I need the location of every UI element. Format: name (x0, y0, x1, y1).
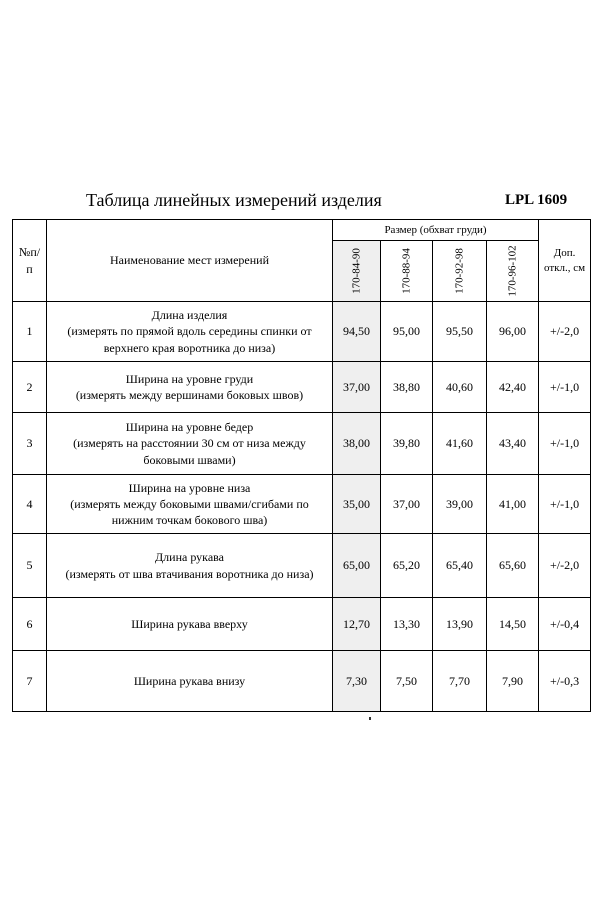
value-cell: 37,00 (381, 475, 433, 534)
value-cell: 35,00 (333, 475, 381, 534)
row-num: 5 (13, 534, 47, 598)
table-row (13, 302, 591, 362)
row-note-line1: (измерять между боковыми швами/сгибами по (70, 496, 309, 511)
row-name: Ширина на уровне бедер (125, 420, 254, 435)
value-cell: 96,00 (487, 302, 539, 362)
value-cell: 7,30 (333, 651, 381, 712)
header-num: №п/п (13, 220, 47, 302)
value-cell: 7,50 (381, 651, 433, 712)
value-cell: 65,40 (433, 534, 487, 598)
header-tolerance-line2: откл., см (543, 261, 586, 274)
value-cell: 7,70 (433, 651, 487, 712)
value-cell: 94,50 (333, 302, 381, 362)
table-row (13, 475, 591, 534)
row-name: Ширина на уровне низа (128, 480, 251, 495)
row-note-line2: верхнего края воротника до низа) (103, 340, 276, 355)
row-name-cell (47, 598, 333, 651)
row-num: 7 (13, 651, 47, 712)
value-cell: 41,00 (487, 475, 539, 534)
value-cell: 39,80 (381, 413, 433, 475)
tolerance-cell: +/-1,0 (539, 413, 591, 475)
size-label: 170-84-90 (350, 248, 363, 294)
row-name-cell (47, 362, 333, 413)
row-name: Ширина на уровне груди (125, 371, 254, 386)
product-code: LPL 1609 (505, 192, 568, 208)
value-cell: 13,30 (381, 598, 433, 651)
value-cell: 41,60 (433, 413, 487, 475)
row-note-line2: боковыми швами) (143, 452, 236, 467)
row-name-cell (47, 302, 333, 362)
row-name: Ширина рукава внизу (133, 673, 246, 688)
row-num: 2 (13, 362, 47, 413)
value-cell: 95,50 (433, 302, 487, 362)
row-name: Длина рукава (155, 550, 224, 565)
tolerance-cell: +/-2,0 (539, 302, 591, 362)
row-name-cell (47, 534, 333, 598)
table-row (13, 362, 591, 413)
value-cell: 95,00 (381, 302, 433, 362)
value-cell: 65,60 (487, 534, 539, 598)
value-cell: 13,90 (433, 598, 487, 651)
document-title: Таблица линейных измерений изделия (86, 190, 382, 210)
table-row (13, 534, 591, 598)
row-name: Длина изделия (151, 308, 228, 323)
value-cell: 38,00 (333, 413, 381, 475)
row-note-line1: (измерять между вершинами боковых швов) (75, 388, 304, 402)
value-cell: 42,40 (487, 362, 539, 413)
row-num: 6 (13, 598, 47, 651)
header-size-4 (487, 241, 539, 302)
row-num: 3 (13, 413, 47, 475)
table-row (13, 651, 591, 712)
row-note-line2: нижним точкам бокового шва) (111, 513, 268, 528)
row-num: 4 (13, 475, 47, 534)
value-cell: 7,90 (487, 651, 539, 712)
scan-mark (369, 717, 371, 720)
row-num: 1 (13, 302, 47, 362)
header-size-group: Размер (обхват груди) (333, 220, 539, 241)
value-cell: 12,70 (333, 598, 381, 651)
tolerance-cell: +/-0,3 (539, 651, 591, 712)
row-note-line1: (измерять на расстоянии 30 см от низа между (73, 436, 306, 451)
row-name-cell (47, 475, 333, 534)
header-size-2 (381, 241, 433, 302)
value-cell: 43,40 (487, 413, 539, 475)
table-row (13, 413, 591, 475)
value-cell: 14,50 (487, 598, 539, 651)
tolerance-cell: +/-1,0 (539, 475, 591, 534)
size-label: 170-88-94 (400, 248, 413, 294)
header-name: Наименование мест измерений (47, 220, 333, 302)
value-cell: 65,00 (333, 534, 381, 598)
size-label: 170-92-98 (453, 248, 466, 294)
row-name-cell (47, 651, 333, 712)
row-name: Ширина рукава вверху (131, 616, 248, 631)
row-note-line1: (измерять по прямой вдоль середины спинки от (67, 324, 312, 339)
row-name-cell (47, 413, 333, 475)
value-cell: 37,00 (333, 362, 381, 413)
size-label: 170-96-102 (506, 245, 519, 297)
header-row-top (13, 220, 591, 241)
value-cell: 39,00 (433, 475, 487, 534)
header-size-1 (333, 241, 381, 302)
header-size-3 (433, 241, 487, 302)
measurements-table (12, 219, 591, 712)
header-tolerance-line1: Доп. (553, 246, 576, 259)
row-note-line1: (измерять от шва втачивания воротника до низа) (65, 566, 314, 581)
tolerance-cell: +/-2,0 (539, 534, 591, 598)
tolerance-cell: +/-1,0 (539, 362, 591, 413)
value-cell: 65,20 (381, 534, 433, 598)
value-cell: 38,80 (381, 362, 433, 413)
tolerance-cell: +/-0,4 (539, 598, 591, 651)
header-tolerance (539, 220, 591, 302)
table-row (13, 598, 591, 651)
value-cell: 40,60 (433, 362, 487, 413)
